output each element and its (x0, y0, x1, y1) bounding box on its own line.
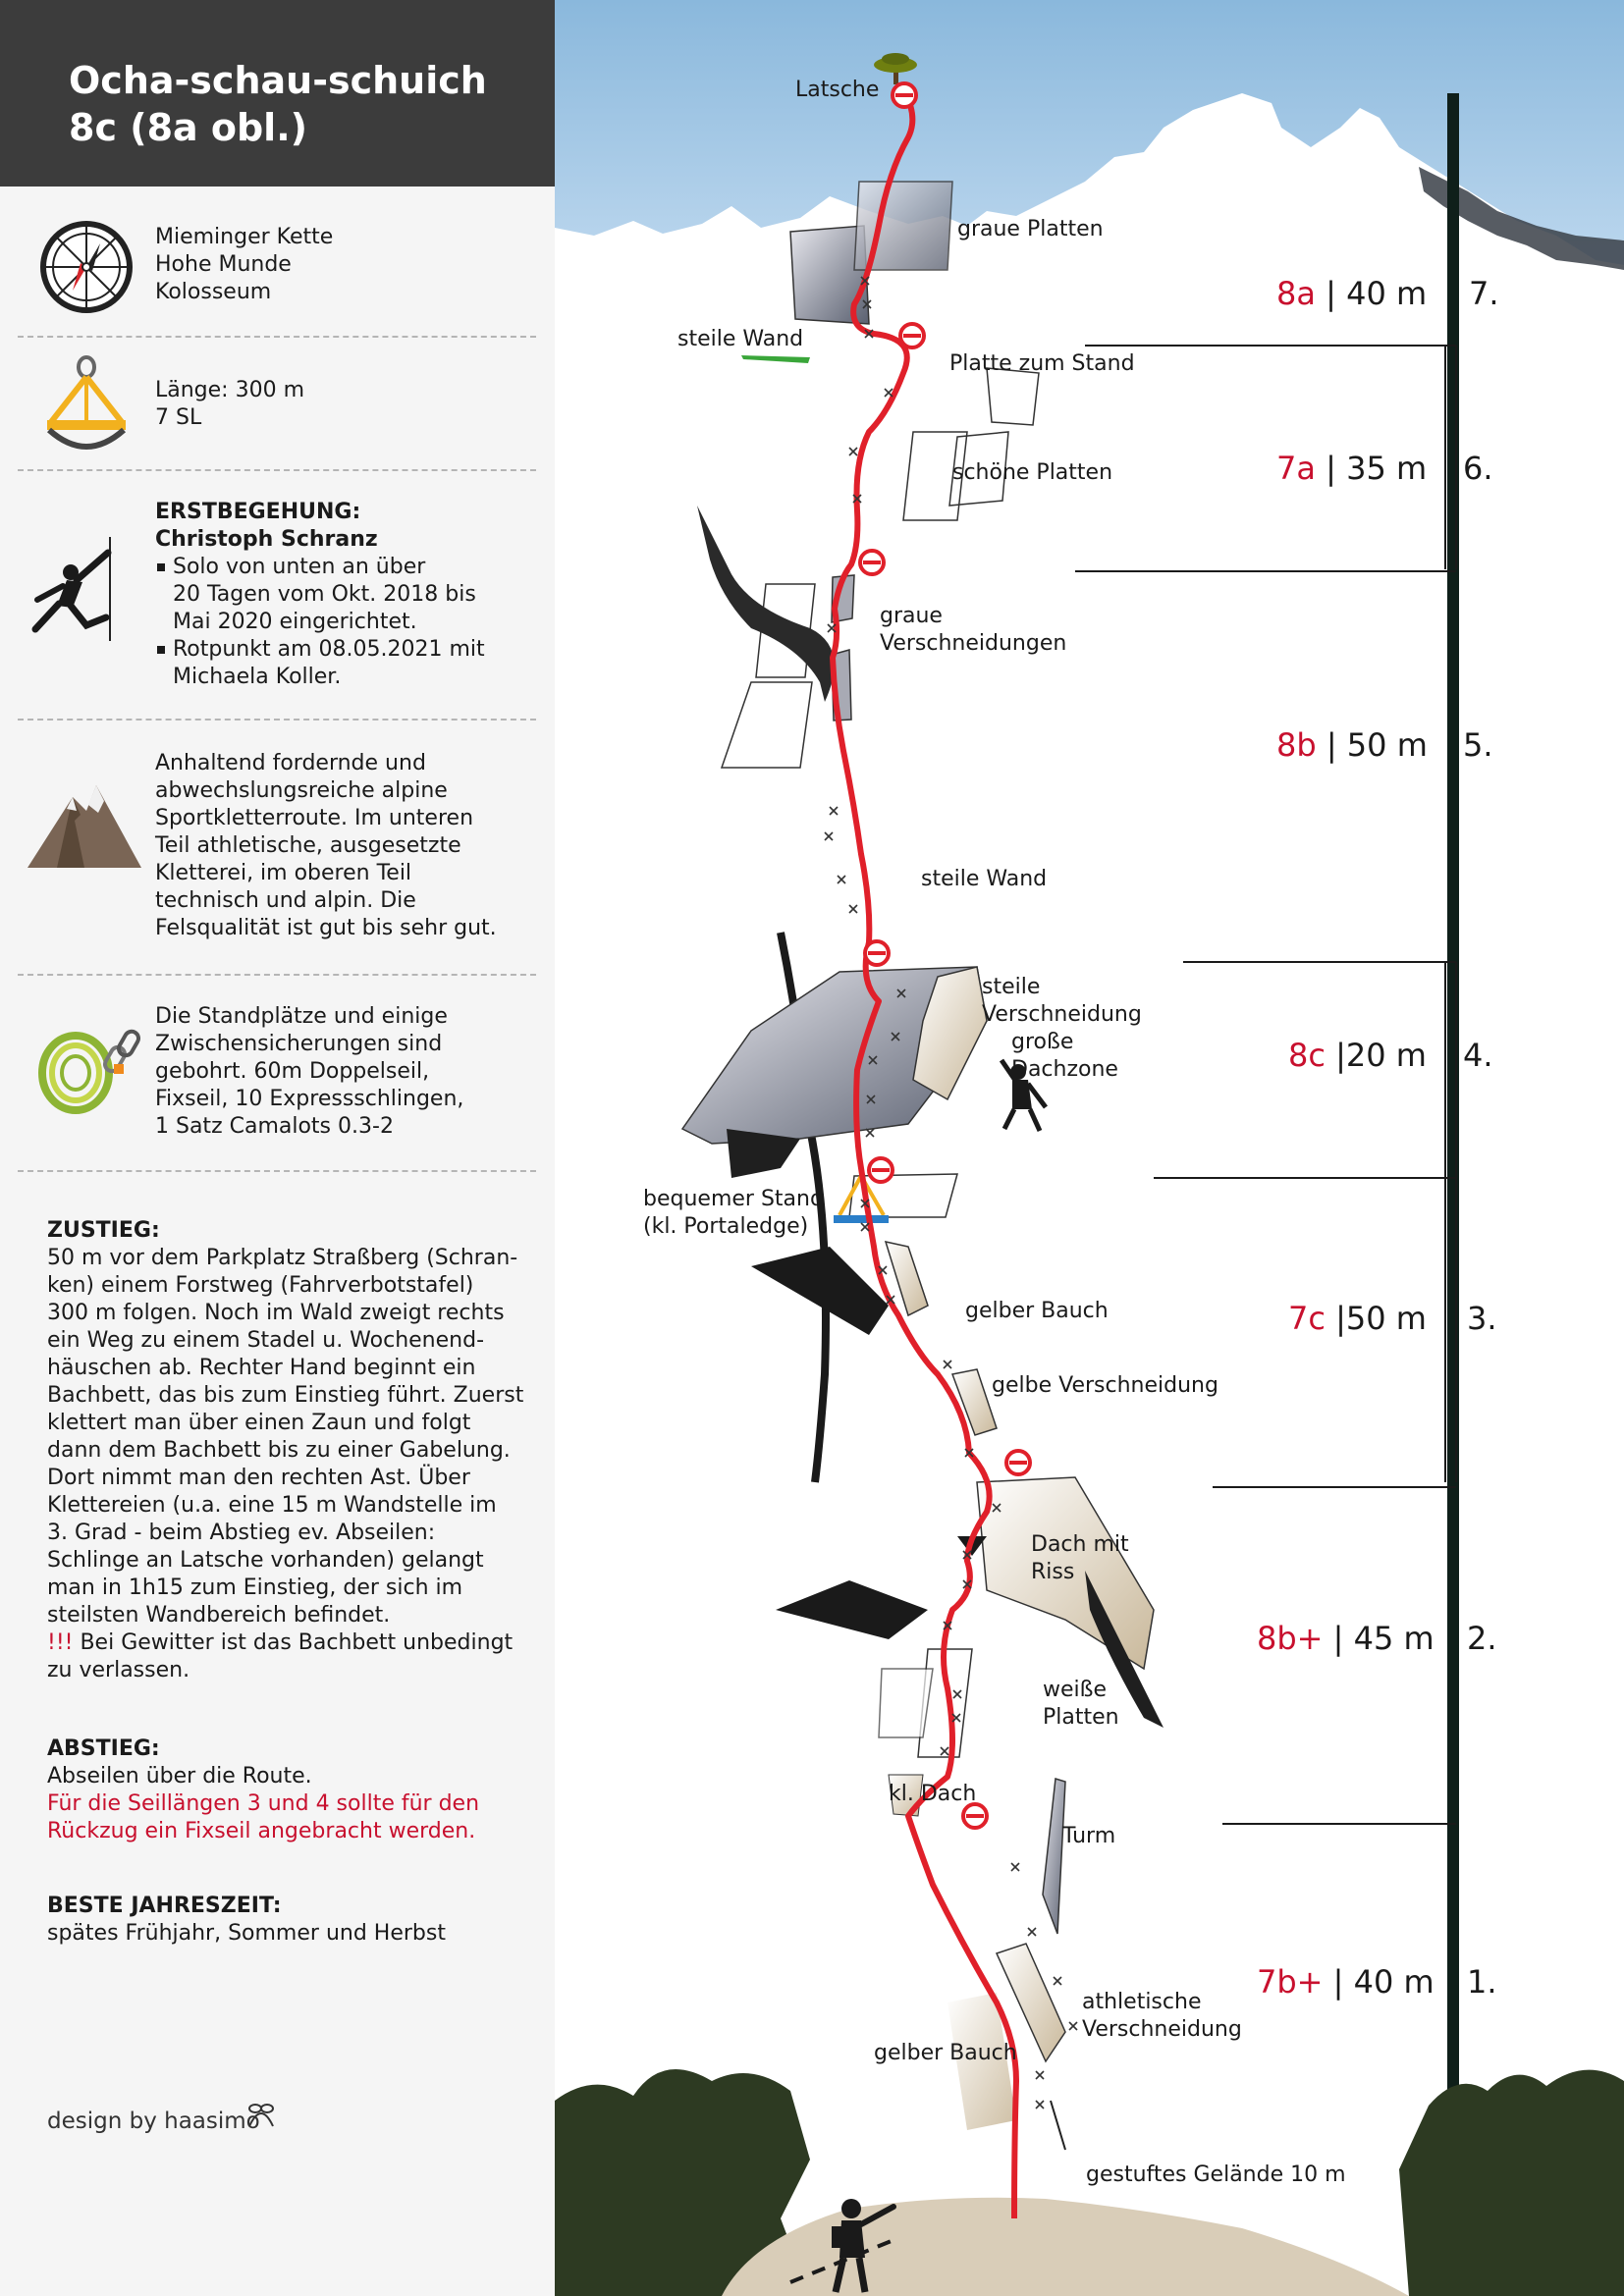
pitch-2-number: 2. (1467, 1620, 1497, 1657)
pitch-5-number: 5. (1463, 726, 1493, 764)
label-kl-dach: kl. Dach (889, 1782, 977, 1806)
length-text: Länge: 300 m 7 SL (155, 378, 305, 430)
label-steile-wand-top: steile Wand (677, 327, 804, 351)
label-platte-zum-stand: Platte zum Stand (949, 351, 1135, 376)
divider (18, 719, 536, 721)
pitch-3-grade: 7c |50 m (1288, 1300, 1427, 1337)
pitch-4-number: 4. (1463, 1037, 1493, 1074)
label-gelber-bauch-upper: gelber Bauch (965, 1299, 1109, 1323)
rope-icon (31, 1019, 149, 1117)
divider (18, 1170, 536, 1172)
approach-section: ZUSTIEG: 50 m vor dem Parkplatz Straßberg (Schran- ken) einem Forstweg (Fahrverbotstafel) 300 m folgen. Noch im Wald zweigt rechts ein Weg zu einem Stadel u. Wochenend- häuschen ab. Rechter Hand beginnt ein Bachbett, das bis zum Einstieg führt. Zuerst klettert man über einen Zaun und folgt dann dem Bachbett bis zu einer Gabelung. Dort nimmt man den rechten Ast. Über Klettereien (u.a. eine 15 m Wandstelle im 3. Grad - beim Abstieg ev. Abseilen: Schlinge an Latsche vorhanden) gelangt man in 1h15 zum Einstieg, der sich im steilsten Wandbereich befindet. !!! Bei Gewitter ist das Bachbett unbedingt zu verlassen. (47, 1218, 524, 1682)
label-gelbe-verschneidung: gelbe Verschneidung (992, 1373, 1218, 1398)
location-text: Mieminger Kette Hohe Munde Kolosseum (155, 225, 334, 304)
mountain-icon (27, 781, 141, 870)
pitch-4-grade: 8c |20 m (1288, 1037, 1427, 1074)
pitch-7-number: 7. (1469, 275, 1499, 312)
label-steile-verschneidung: steile Verschneidung (982, 975, 1142, 1027)
route-grade: 8c (8a obl.) (69, 106, 308, 149)
pitch-6-number: 6. (1463, 450, 1493, 487)
divider (18, 336, 536, 338)
portaledge-icon (37, 355, 135, 458)
divider (18, 469, 536, 471)
pitch-5-grade: 8b | 50 m (1276, 726, 1428, 764)
season-section: BESTE JAHRESZEIT: spätes Frühjahr, Sommer und Herbst (47, 1894, 446, 1946)
first-ascent-text: ERSTBEGEHUNG: Christoph Schranz Solo von unten an über 20 Tagen vom Okt. 2018 bis Mai 2020 eingerichtet. Rotpunkt am 08.05.2021 mit Michaela Koller. (155, 500, 485, 689)
scree-ground (722, 2198, 1409, 2296)
label-dach-mit-riss: Dach mit Riss (1031, 1532, 1129, 1584)
pitch-scale-bar (1447, 93, 1459, 2160)
bee-logo-icon (244, 2097, 279, 2132)
pitch-7-grade: 8a | 40 m (1276, 275, 1428, 312)
info-sidebar (0, 0, 555, 2296)
divider (18, 974, 536, 976)
climber-icon (27, 535, 135, 643)
route-name: Ocha-schau-schuich (69, 59, 487, 102)
label-grosse-dachzone: große Dachzone (1011, 1030, 1118, 1082)
pitch-1-number: 1. (1467, 1963, 1497, 2001)
label-graue-verschneidungen: graue Verschneidungen (880, 604, 1067, 656)
designer-credit: design by haasimo (47, 2109, 260, 2134)
label-weisse-platten: weiße Platten (1043, 1678, 1119, 1730)
label-athletische-verschneidung: athletische Verschneidung (1082, 1990, 1242, 2042)
label-graue-platten: graue Platten (957, 217, 1104, 241)
pitch-2-grade: 8b+ | 45 m (1257, 1620, 1435, 1657)
title-box (0, 0, 555, 187)
forest-right (1399, 2070, 1624, 2296)
gear-text: Die Standplätze und einige Zwischensicherungen sind gebohrt. 60m Doppelseil, Fixseil, 10 Expressschlingen, 1 Satz Camalots 0.3-2 (155, 1004, 464, 1139)
grass-ledge (741, 355, 810, 363)
character-text: Anhaltend fordernde und abwechslungsreiche alpine Sportkletterroute. Im unteren Teil athletische, ausgesetzte Kletterei, im oberen Teil technisch und alpin. Die Felsqualität ist gut bis sehr gut. (155, 751, 497, 940)
descent-section: ABSTIEG: Abseilen über die Route. Für die Seillängen 3 und 4 sollte für den Rückzug ein Fixseil angebracht werden. (47, 1736, 480, 1843)
compass-icon (37, 218, 135, 316)
pitch-1-grade: 7b+ | 40 m (1257, 1963, 1435, 2001)
label-steile-wand-mid: steile Wand (921, 867, 1048, 891)
route-line (833, 93, 1016, 2218)
label-gelber-bauch-lower: gelber Bauch (874, 2041, 1017, 2065)
pitch-6-grade: 7a | 35 m (1276, 450, 1428, 487)
label-gestuftes-gelaende: gestuftes Gelände 10 m (1086, 2163, 1346, 2187)
label-schoene-platten: schöne Platten (952, 460, 1113, 485)
label-latsche: Latsche (795, 78, 880, 102)
pitch-3-number: 3. (1467, 1300, 1497, 1337)
label-bequemer-stand: bequemer Stand (kl. Portaledge) (643, 1187, 824, 1239)
label-turm: Turm (1062, 1824, 1116, 1848)
